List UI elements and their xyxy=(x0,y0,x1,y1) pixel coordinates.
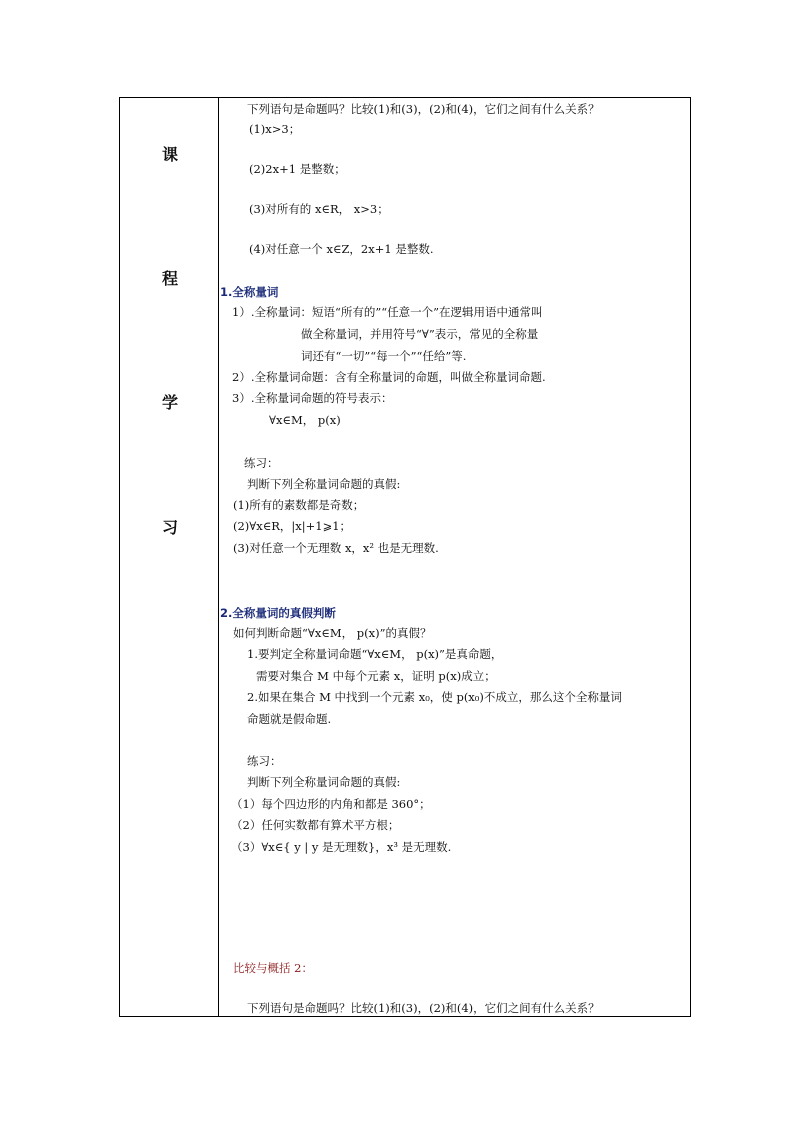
practice-label: 练习： xyxy=(247,754,282,768)
rule-line: 需要对集合 M 中每个元素 x，证明 p(x)成立； xyxy=(256,669,496,683)
intro-item: (3)对所有的 x∈R， x>3； xyxy=(249,202,389,216)
side-label-char: 习 xyxy=(161,518,178,537)
intro-item: (2)2x+1 是整数； xyxy=(249,162,346,176)
definition-line: 3）.全称量词命题的符号表示： xyxy=(232,391,393,405)
intro-item: (4)对任意一个 x∈Z，2x+1 是整数. xyxy=(249,242,434,256)
practice-label: 练习： xyxy=(244,456,279,470)
practice-item: （1）每个四边形的内角和都是 360°； xyxy=(231,797,431,811)
practice-item: （2）任何实数都有算术平方根； xyxy=(231,818,400,832)
definition-line: 1）.全称量词：短语“所有的”“任意一个”在逻辑用语中通常叫 xyxy=(232,305,543,319)
definition-line: 词还有“一切”“每一个”“任给”等. xyxy=(301,349,467,363)
section-title: 2.全称量词的真假判断 xyxy=(220,606,336,620)
rule-line: 命题就是假命题. xyxy=(247,712,332,726)
rule-line: 1.要判定全称量词命题“∀x∈M， p(x)”是真命题， xyxy=(247,647,503,661)
section-title: 1.全称量词 xyxy=(220,285,279,299)
practice-item: (1)所有的素数都是奇数； xyxy=(233,498,365,512)
section-question: 如何判断命题“∀x∈M， p(x)”的真假？ xyxy=(233,626,432,640)
definition-line: 做全称量词，并用符号“∀”表示，常见的全称量 xyxy=(301,327,539,341)
practice-prompt: 判断下列全称量词命题的真假: xyxy=(247,477,401,491)
practice-item: (3)对任意一个无理数 x，x² 也是无理数. xyxy=(233,541,439,555)
side-label-char: 学 xyxy=(161,393,178,412)
side-label-char: 程 xyxy=(161,269,178,288)
rule-line: 2.如果在集合 M 中找到一个元素 x₀，使 p(x₀)不成立，那么这个全称量词 xyxy=(247,690,622,704)
table-divider xyxy=(218,97,219,1017)
practice-prompt: 判断下列全称量词命题的真假: xyxy=(247,775,401,789)
intro-question: 下列语句是命题吗？比较(1)和(3)，(2)和(4)，它们之间有什么关系？ xyxy=(247,102,600,116)
lesson-table xyxy=(119,97,691,1017)
intro-item: (1)x>3； xyxy=(249,122,301,136)
definition-line: 2）.全称量词命题：含有全称量词的命题，叫做全称量词命题. xyxy=(232,370,546,384)
practice-item: （3）∀x∈{ y | y 是无理数}，x³ 是无理数. xyxy=(231,840,452,854)
compare-label: 比较与概括 2： xyxy=(233,961,313,975)
symbol-expression: ∀x∈M， p(x) xyxy=(269,413,341,427)
practice-item: (2)∀x∈R，|x|+1⩾1； xyxy=(233,519,352,533)
side-label-char: 课 xyxy=(161,145,178,164)
compare-question: 下列语句是命题吗？比较(1)和(3)，(2)和(4)，它们之间有什么关系？ xyxy=(247,1001,600,1015)
